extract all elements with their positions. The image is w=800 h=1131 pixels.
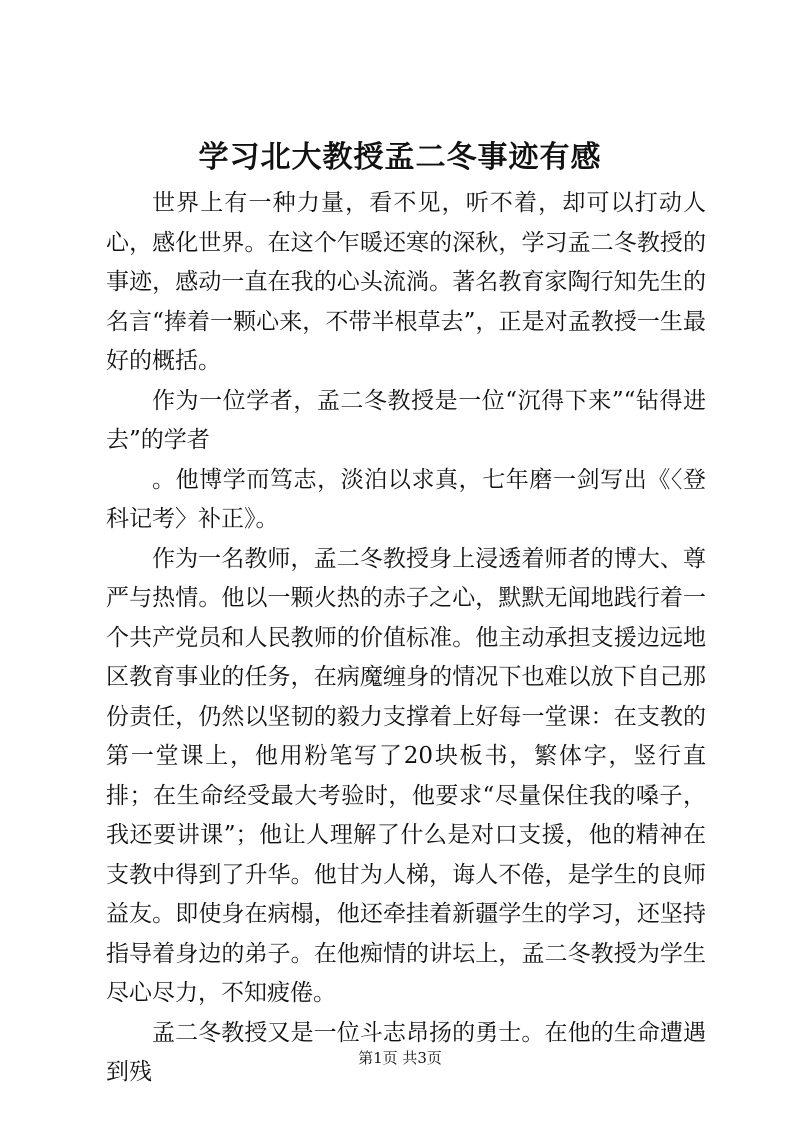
document-body xyxy=(106,184,706,1093)
paragraph-2: 作为一位学者，孟二冬教授是一位“沉得下来”“钻得进去”的学者 xyxy=(106,387,706,453)
paragraph-5: 孟二冬教授又是一位斗志昂扬的勇士。在他的生命遭遇到残 xyxy=(106,1019,706,1085)
paragraph-1: 世界上有一种力量，看不见，听不着，却可以打动人心，感化世界。在这个乍暖还寒的深秋，学习孟二冬教授的事迹，感动一直在我的心头流淌。著名教育家陶行知先生的名言“捧着一颗心来，不带半根草去”，正是对孟教授一生最好的概括。 xyxy=(106,190,706,374)
paragraph-4: 作为一名教师，孟二冬教授身上浸透着师者的博大、尊严与热情。他以一颗火热的赤子之心，默默无闻地践行着一个共产党员和人民教师的价值标准。他主动承担支援边远地区教育事业的任务，在病魔缠身的情况下也难以放下自己那份责任，仍然以坚韧的毅力支撑着上好每一堂课：在支教的第一堂课上，他用粉笔写了20块板书，繁体字，竖行直排；在生命经受最大考验时，他要求“尽量保住我的嗓子，我还要讲课”；他让人理解了什么是对口支援，他的精神在支教中得到了升华。他甘为人梯，诲人不倦，是学生的良师益友。即使身在病榻，他还牵挂着新疆学生的学习，还坚持指导着身边的弟子。在他痴情的讲坛上，孟二冬教授为学生尽心尽力，不知疲倦。 xyxy=(106,545,706,1006)
page-footer: 第1页 共3页 xyxy=(358,1049,442,1067)
paragraph-3: 。他博学而笃志，淡泊以求真，七年磨一剑写出《〈登科记考〉补正》。 xyxy=(106,466,706,532)
document-title: 学习北大教授孟二冬事迹有感 xyxy=(198,140,602,175)
